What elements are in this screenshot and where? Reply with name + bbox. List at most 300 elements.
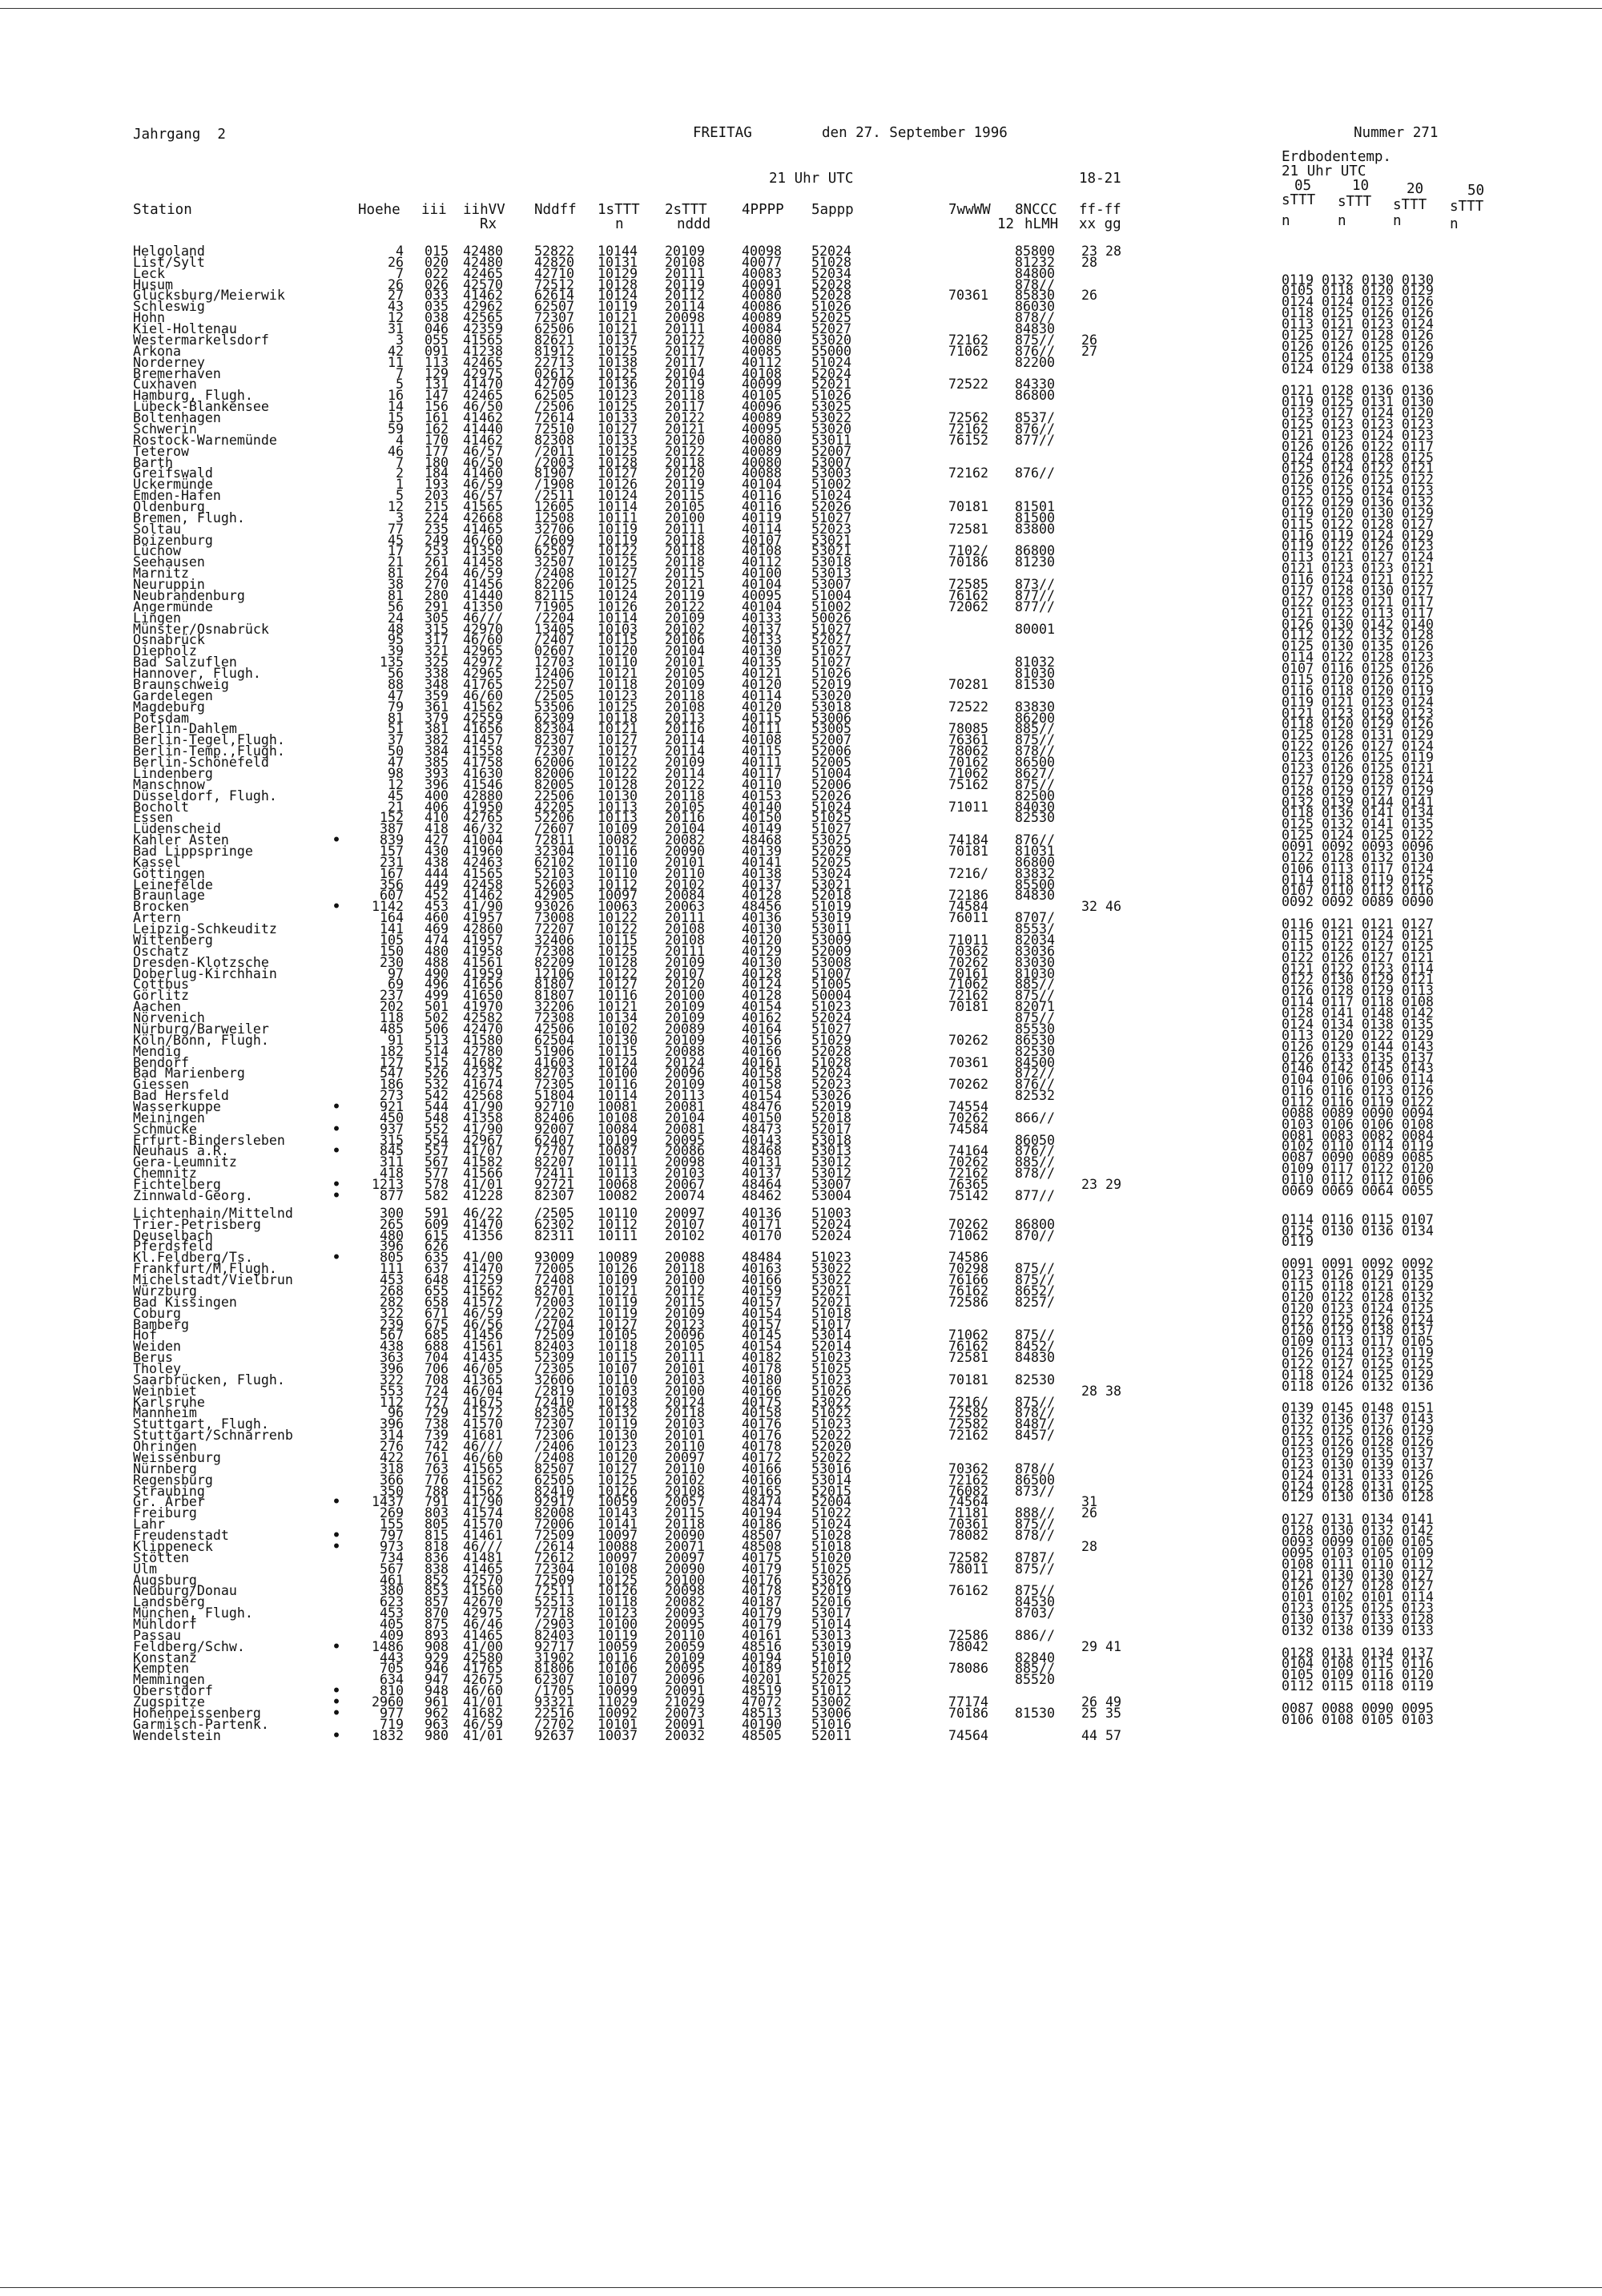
cell-appp: 53006 — [811, 1705, 851, 1721]
cell-marker: • — [332, 1683, 340, 1699]
cell-nddff: 93026 — [534, 899, 574, 915]
cell-sttt1: 10127 — [598, 977, 638, 993]
cell-soil: 0119 0121 0123 0124 — [1282, 694, 1434, 710]
cell-pppp: 40161 — [742, 1627, 782, 1643]
cell-pppp: 47072 — [742, 1694, 782, 1710]
cell-iihvv: 41959 — [463, 965, 503, 981]
cell-iihvv: 41758 — [463, 755, 503, 771]
cell-soil: 0114 0117 0118 0108 — [1282, 994, 1434, 1010]
cell-station: Stuttgart/Schnarrenb — [133, 1428, 293, 1444]
cell-iii: 379 — [425, 710, 449, 726]
cell-hoehe: 69 — [388, 977, 404, 993]
cell-sttt1: 10116 — [598, 1077, 638, 1093]
cell-ww: 72582 — [948, 1416, 988, 1432]
cell-sttt2: 20107 — [665, 965, 705, 981]
cell-pppp: 40130 — [742, 643, 782, 659]
cell-iii: 635 — [425, 1250, 449, 1266]
cell-station: Garmisch-Partenk. — [133, 1716, 269, 1732]
cell-ww: 76152 — [948, 432, 988, 448]
cell-appp: 51024 — [811, 354, 851, 370]
cell-hoehe: 5 — [396, 377, 404, 393]
cell-hoehe: 51 — [388, 721, 404, 737]
cell-pppp: 40172 — [742, 1449, 782, 1465]
cell-sttt1: 10127 — [598, 566, 638, 582]
cell-ww: 72162 — [948, 988, 988, 1004]
cell-sttt2: 20100 — [665, 1383, 705, 1399]
col-appp: 5appp — [811, 202, 854, 218]
cell-nccc: 83030 — [1015, 954, 1055, 970]
cell-station: Dresden-Klotzsche — [133, 954, 269, 970]
cell-iihvv: 46/59 — [463, 1305, 503, 1321]
cell-appp: 53011 — [811, 921, 851, 937]
cell-iii: 384 — [425, 743, 449, 759]
cell-iii: 264 — [425, 566, 449, 582]
cell-nddff: /2702 — [534, 1716, 574, 1732]
cell-iihvv: 41462 — [463, 288, 503, 304]
cell-iihvv: 41960 — [463, 843, 503, 859]
cell-station: Potsdam — [133, 710, 189, 726]
cell-iii: 739 — [425, 1428, 449, 1444]
cell-sttt1: 10130 — [598, 787, 638, 804]
cell-station: Hof — [133, 1327, 157, 1343]
cell-pppp: 40098 — [742, 244, 782, 259]
cell-sttt1: 10121 — [598, 321, 638, 337]
cell-sttt1: 10126 — [598, 477, 638, 493]
cell-sttt1: 10089 — [598, 1250, 638, 1266]
cell-nddff: 72707 — [534, 1143, 574, 1159]
cell-marker: • — [332, 1143, 340, 1159]
cell-sttt2: 20118 — [665, 1405, 705, 1421]
cell-appp: 51025 — [811, 1561, 851, 1577]
cell-iii: 193 — [425, 477, 449, 493]
cell-iii: 929 — [425, 1649, 449, 1666]
cell-station: Soltau — [133, 521, 181, 537]
cell-iihvv: 41440 — [463, 421, 503, 437]
cell-nddff: 72003 — [534, 1294, 574, 1310]
cell-iihvv: 42359 — [463, 321, 503, 337]
cell-sttt2: 20117 — [665, 343, 705, 359]
cell-ww: 76162 — [948, 1339, 988, 1355]
cell-ww: 76162 — [948, 587, 988, 603]
cell-sttt1: 10119 — [598, 1416, 638, 1432]
cell-station: Magdeburg — [133, 699, 205, 715]
cell-ww: 72581 — [948, 521, 988, 537]
cell-nccc: 81230 — [1015, 554, 1055, 570]
cell-iihvv: 41566 — [463, 1166, 503, 1182]
cell-nddff: 82006 — [534, 765, 574, 781]
cell-nccc: 83036 — [1015, 943, 1055, 959]
cell-iii: 184 — [425, 465, 449, 481]
cell-sttt2: 21029 — [665, 1694, 705, 1710]
cell-hoehe: 805 — [380, 1250, 404, 1266]
cell-soil: 0118 0120 0129 0126 — [1282, 716, 1434, 732]
cell-hoehe: 322 — [380, 1372, 404, 1388]
cell-pppp: 48468 — [742, 1143, 782, 1159]
cell-iihvv: 46/22 — [463, 1205, 503, 1221]
cell-pppp: 40170 — [742, 1227, 782, 1243]
cell-sttt2: 20091 — [665, 1683, 705, 1699]
cell-nddff: /2003 — [534, 454, 574, 470]
cell-appp: 52029 — [811, 843, 851, 859]
cell-iii: 501 — [425, 999, 449, 1015]
cell-iihvv: 42570 — [463, 1572, 503, 1588]
cell-hoehe: 314 — [380, 1428, 404, 1444]
cell-station: Artern — [133, 910, 181, 926]
cell-iii: 453 — [425, 899, 449, 915]
cell-nccc: 81232 — [1015, 254, 1055, 270]
cell-sttt2: 20097 — [665, 1549, 705, 1565]
cell-pppp: 40179 — [742, 1617, 782, 1632]
cell-pppp: 48462 — [742, 1187, 782, 1203]
cell-station: Boltenhagen — [133, 410, 221, 426]
cell-iii: 893 — [425, 1627, 449, 1643]
cell-sttt2: 20109 — [665, 999, 705, 1015]
cell-nccc: 83832 — [1015, 865, 1055, 881]
cell-appp: 53021 — [811, 876, 851, 892]
cell-iii: 338 — [425, 666, 449, 682]
cell-appp: 53020 — [811, 332, 851, 348]
cell-nddff: 12703 — [534, 655, 574, 671]
cell-ww: 72586 — [948, 1627, 988, 1643]
cell-marker: • — [332, 1121, 340, 1137]
cell-iihvv: 46/59 — [463, 1716, 503, 1732]
cell-iii: 506 — [425, 1021, 449, 1037]
cell-nccc: 875// — [1015, 1010, 1055, 1026]
cell-nddff: 31902 — [534, 1649, 574, 1666]
cell-appp: 51024 — [811, 799, 851, 815]
cell-station: Passau — [133, 1627, 181, 1643]
cell-appp: 53012 — [811, 1154, 851, 1170]
cell-nccc: 84830 — [1015, 321, 1055, 337]
cell-appp: 51023 — [811, 1250, 851, 1266]
cell-sttt1: 10103 — [598, 621, 638, 637]
cell-sttt1: 10143 — [598, 1505, 638, 1521]
cell-iihvv: 41259 — [463, 1272, 503, 1288]
cell-nccc: 86500 — [1015, 755, 1055, 771]
cell-hoehe: 5 — [396, 488, 404, 504]
cell-appp: 52007 — [811, 732, 851, 748]
cell-ww: 70181 — [948, 843, 988, 859]
cell-ww: 70181 — [948, 999, 988, 1015]
cell-nddff: 72811 — [534, 832, 574, 848]
cell-ff: 26 — [1081, 288, 1097, 304]
cell-soil: 0125 0130 0135 0126 — [1282, 638, 1434, 655]
cell-iii: 578 — [425, 1177, 449, 1193]
cell-iihvv: 42565 — [463, 310, 503, 326]
cell-sttt2: 20059 — [665, 1638, 705, 1654]
cell-pppp: 40154 — [742, 1339, 782, 1355]
cell-sttt2: 20101 — [665, 655, 705, 671]
cell-ww: 76162 — [948, 1283, 988, 1299]
cell-hoehe: 3 — [396, 510, 404, 526]
cell-sttt1: 10115 — [598, 632, 638, 648]
cell-iii: 382 — [425, 732, 449, 748]
cell-sttt1: 10125 — [598, 1472, 638, 1488]
cell-ww: 7102/ — [948, 543, 988, 559]
cell-nccc: 885// — [1015, 1661, 1055, 1677]
cell-station: Kassel — [133, 854, 181, 870]
cell-appp: 53011 — [811, 432, 851, 448]
cell-iihvv: 42765 — [463, 810, 503, 826]
cell-hoehe: 607 — [380, 888, 404, 904]
cell-iii: 544 — [425, 1098, 449, 1114]
cell-nccc: 873// — [1015, 1483, 1055, 1499]
cell-sttt2: 20109 — [665, 676, 705, 692]
cell-station: Bad Hersfeld — [133, 1088, 229, 1104]
cell-soil: 0126 0129 0144 0143 — [1282, 1038, 1434, 1054]
cell-nccc: 877// — [1015, 1187, 1055, 1203]
cell-nddff: 82005 — [534, 776, 574, 792]
cell-sttt1: 10120 — [598, 1449, 638, 1465]
cell-iihvv: 41765 — [463, 1661, 503, 1677]
cell-pppp: 40176 — [742, 1416, 782, 1432]
cell-sttt2: 20109 — [665, 1077, 705, 1093]
cell-soil: 0087 0088 0090 0095 — [1282, 1700, 1434, 1716]
cell-sttt2: 20086 — [665, 1143, 705, 1159]
cell-station: Trier-Petrisberg — [133, 1216, 261, 1232]
cell-iii: 427 — [425, 832, 449, 848]
cell-appp: 53026 — [811, 1088, 851, 1104]
cell-sttt1: 10037 — [598, 1727, 638, 1743]
cell-appp: 52024 — [811, 365, 851, 381]
cell-sttt1: 10118 — [598, 1594, 638, 1610]
cell-soil: 0110 0112 0112 0106 — [1282, 1172, 1434, 1188]
cell-pppp: 40157 — [742, 1294, 782, 1310]
cell-iii: 532 — [425, 1077, 449, 1093]
cell-nddff: 72509 — [534, 1528, 574, 1544]
cell-hoehe: 12 — [388, 499, 404, 514]
cell-pppp: 40154 — [742, 1088, 782, 1104]
cell-soil: 0115 0120 0126 0125 — [1282, 671, 1434, 687]
cell-sttt2: 20101 — [665, 1428, 705, 1444]
cell-soil: 0104 0108 0115 0116 — [1282, 1656, 1434, 1672]
cell-appp: 50026 — [811, 610, 851, 626]
cell-hoehe: 231 — [380, 854, 404, 870]
cell-station: Berlin-Temp.,Flugh. — [133, 743, 285, 759]
cell-pppp: 48474 — [742, 1494, 782, 1510]
cell-nddff: 72005 — [534, 1261, 574, 1277]
cell-nddff: 72306 — [534, 1428, 574, 1444]
cell-soil: 0118 0136 0141 0134 — [1282, 805, 1434, 821]
cell-station: Helgoland — [133, 244, 205, 259]
cell-pppp: 40130 — [742, 921, 782, 937]
cell-soil: 0114 0122 0128 0123 — [1282, 650, 1434, 666]
cell-ff: 23 28 — [1081, 244, 1121, 259]
cell-iihvv: 41/90 — [463, 1494, 503, 1510]
cell-nddff: 72614 — [534, 410, 574, 426]
cell-iihvv: 42480 — [463, 254, 503, 270]
cell-station: Cottbus — [133, 977, 189, 993]
cell-iii: 838 — [425, 1561, 449, 1577]
cell-station: Bad Kissingen — [133, 1294, 237, 1310]
cell-station: Neuhaus a.R. — [133, 1143, 229, 1159]
cell-nddff: 72304 — [534, 1561, 574, 1577]
cell-sttt1: 10121 — [598, 721, 638, 737]
cell-appp: 52025 — [811, 854, 851, 870]
cell-iihvv: 41565 — [463, 865, 503, 881]
cell-pppp: 40178 — [742, 1361, 782, 1376]
cell-hoehe: 3 — [396, 332, 404, 348]
cell-sttt1: 10127 — [598, 421, 638, 437]
cell-sttt2: 20100 — [665, 1572, 705, 1588]
cell-station: Arkona — [133, 343, 181, 359]
cell-ff: 28 — [1081, 254, 1097, 270]
cell-iii: 305 — [425, 610, 449, 626]
cell-nddff: 82410 — [534, 1483, 574, 1499]
cell-sttt2: 20102 — [665, 1227, 705, 1243]
cell-sttt2: 20096 — [665, 1327, 705, 1343]
cell-appp: 52007 — [811, 443, 851, 459]
cell-soil: 0122 0123 0121 0117 — [1282, 594, 1434, 610]
cell-sttt2: 20121 — [665, 577, 705, 593]
cell-iihvv: 41350 — [463, 543, 503, 559]
cell-iii: 035 — [425, 299, 449, 315]
cell-pppp: 40154 — [742, 999, 782, 1015]
cell-station: Oberstdorf — [133, 1683, 213, 1699]
cell-soil: 0128 0141 0148 0142 — [1282, 1005, 1434, 1021]
cell-sttt1: 10119 — [598, 1294, 638, 1310]
cell-nddff: 81907 — [534, 465, 574, 481]
cell-hoehe: 50 — [388, 743, 404, 759]
cell-nddff: 82115 — [534, 587, 574, 603]
cell-sttt2: 20090 — [665, 843, 705, 859]
cell-sttt1: 10137 — [598, 332, 638, 348]
cell-appp: 53025 — [811, 399, 851, 415]
cell-soil: 0088 0089 0090 0094 — [1282, 1105, 1434, 1121]
cell-station: Kahler Asten — [133, 832, 229, 848]
cell-iihvv: 42463 — [463, 854, 503, 870]
cell-iii: 577 — [425, 1166, 449, 1182]
cell-pppp: 40137 — [742, 876, 782, 892]
cell-hoehe: 1832 — [372, 1727, 404, 1743]
soil-unit-20: n — [1393, 213, 1402, 229]
cell-soil: 0116 0119 0124 0129 — [1282, 527, 1434, 543]
cell-pppp: 40175 — [742, 1549, 782, 1565]
cell-station: Ückermünde — [133, 477, 213, 493]
cell-iihvv: 41/90 — [463, 899, 503, 915]
cell-ww: 70161 — [948, 965, 988, 981]
cell-sttt1: 10097 — [598, 1528, 638, 1544]
cell-nccc: 82840 — [1015, 1649, 1055, 1666]
cell-iihvv: 42880 — [463, 787, 503, 804]
cell-sttt2: 20108 — [665, 699, 705, 715]
cell-appp: 51007 — [811, 965, 851, 981]
cell-station: Klippeneck — [133, 1538, 213, 1554]
cell-appp: 53006 — [811, 710, 851, 726]
col-pppp: 4PPPP — [742, 202, 784, 218]
cell-iii: 637 — [425, 1261, 449, 1277]
cell-sttt1: 10128 — [598, 1394, 638, 1410]
cell-hoehe: 79 — [388, 699, 404, 715]
cell-iii: 359 — [425, 687, 449, 703]
cell-soil: 0118 0124 0125 0129 — [1282, 1367, 1434, 1383]
cell-station: Doberlug-Kirchhain — [133, 965, 277, 981]
cell-iii: 567 — [425, 1154, 449, 1170]
cell-ww: 77174 — [948, 1694, 988, 1710]
volume-label: Jahrgang 2 — [133, 127, 226, 143]
cell-nddff: 82207 — [534, 1154, 574, 1170]
cell-nccc: 875// — [1015, 988, 1055, 1004]
cell-soil: 0106 0113 0117 0124 — [1282, 860, 1434, 876]
cell-iii: 761 — [425, 1449, 449, 1465]
cell-sttt1: 10116 — [598, 1649, 638, 1666]
cell-iihvv: 41958 — [463, 943, 503, 959]
cell-appp: 51023 — [811, 1372, 851, 1388]
soil-unit-50: n — [1450, 216, 1459, 232]
cell-iii: 215 — [425, 499, 449, 514]
cell-soil: 0126 0130 0142 0140 — [1282, 616, 1434, 632]
cell-appp: 51004 — [811, 765, 851, 781]
cell-sttt1: 10081 — [598, 1098, 638, 1114]
cell-iii: 857 — [425, 1594, 449, 1610]
cell-soil: 0087 0090 0089 0085 — [1282, 1150, 1434, 1166]
cell-sttt1: 10107 — [598, 1672, 638, 1688]
cell-hoehe: 363 — [380, 1350, 404, 1366]
cell-sttt1: 10127 — [598, 1460, 638, 1476]
cell-iihvv: 46/60 — [463, 632, 503, 648]
cell-sttt1: 10110 — [598, 1205, 638, 1221]
cell-iihvv: 46/05 — [463, 1361, 503, 1376]
cell-iihvv: 41570 — [463, 1416, 503, 1432]
cell-sttt2: 20116 — [665, 721, 705, 737]
cell-soil: 0081 0083 0082 0084 — [1282, 1127, 1434, 1143]
cell-iii: 418 — [425, 821, 449, 837]
cell-nddff: 32206 — [534, 999, 574, 1015]
cell-hoehe: 81 — [388, 710, 404, 726]
cell-hoehe: 485 — [380, 1021, 404, 1037]
cell-station: Seehausen — [133, 554, 205, 570]
cell-ww: 70361 — [948, 1054, 988, 1070]
cell-station: Westermarkelsdorf — [133, 332, 269, 348]
cell-iihvv: 41656 — [463, 721, 503, 737]
cell-soil: 0125 0130 0136 0134 — [1282, 1223, 1434, 1239]
cell-sttt1: 10144 — [598, 244, 638, 259]
cell-station: Neuburg/Donau — [133, 1583, 237, 1599]
cell-hoehe: 1213 — [372, 1177, 404, 1193]
cell-nccc: 876// — [1015, 421, 1055, 437]
cell-iihvv: 41238 — [463, 343, 503, 359]
cell-pppp: 40099 — [742, 377, 782, 393]
cell-station: Hohn — [133, 310, 165, 326]
col-sttt2-sub: nddd — [677, 216, 711, 232]
cell-station: Angermünde — [133, 598, 213, 614]
cell-station: Rostock-Warnemünde — [133, 432, 277, 448]
col-iii: iii — [421, 202, 447, 218]
cell-hoehe: 553 — [380, 1383, 404, 1399]
cell-sttt2: 20103 — [665, 1372, 705, 1388]
cell-appp: 53005 — [811, 721, 851, 737]
cell-iii: 321 — [425, 643, 449, 659]
cell-iihvv: 41561 — [463, 1339, 503, 1355]
cell-sttt2: 20122 — [665, 332, 705, 348]
cell-ww: 71062 — [948, 977, 988, 993]
cell-sttt1: 10121 — [598, 999, 638, 1015]
cell-nccc: 876// — [1015, 1077, 1055, 1093]
cell-soil: 0121 0123 0124 0123 — [1282, 427, 1434, 443]
cell-ww: 71062 — [948, 343, 988, 359]
cell-station: Schleswig — [133, 299, 205, 315]
cell-iii: 853 — [425, 1583, 449, 1599]
cell-nddff: 72307 — [534, 743, 574, 759]
cell-appp: 51025 — [811, 1361, 851, 1376]
cell-iii: 381 — [425, 721, 449, 737]
cell-soil: 0121 0123 0123 0121 — [1282, 561, 1434, 577]
cell-pppp: 48473 — [742, 1121, 782, 1137]
cell-iihvv: 41460 — [463, 465, 503, 481]
cell-nccc: 8652/ — [1015, 1283, 1055, 1299]
cell-hoehe: 88 — [388, 676, 404, 692]
cell-pppp: 40080 — [742, 432, 782, 448]
